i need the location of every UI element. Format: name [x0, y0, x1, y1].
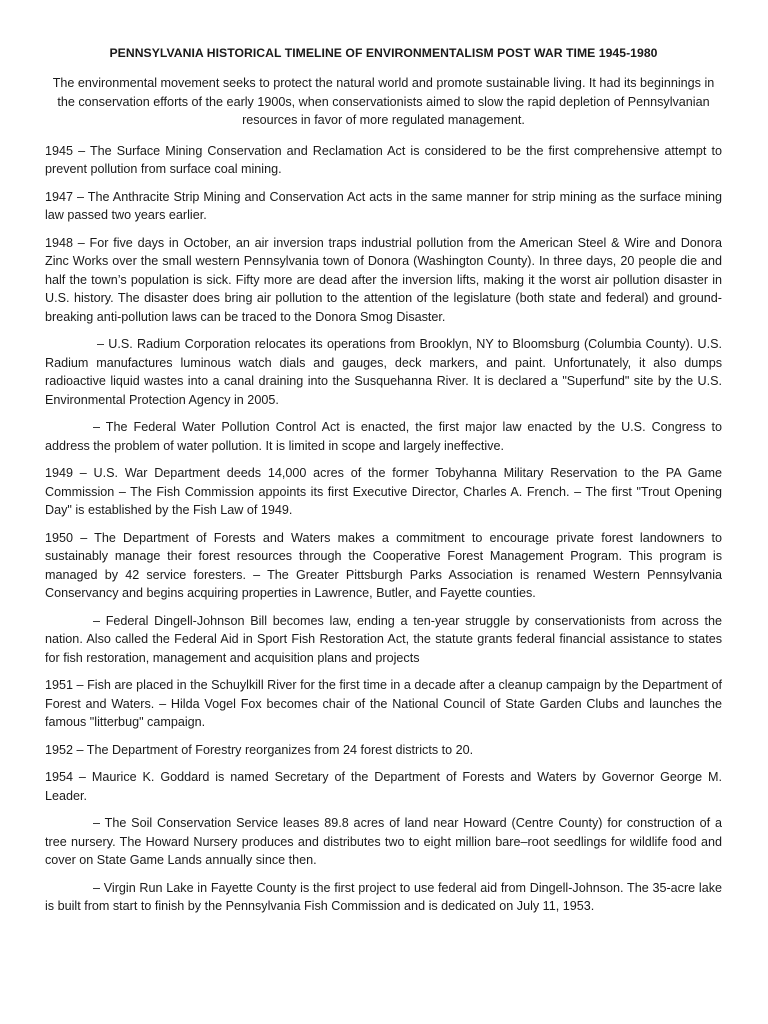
- timeline-entry-1948: 1948 – For five days in October, an air inversion traps industrial pollution from the American Steel & Wire and Donora Zinc Works over the small western Pennsylvania town of Donora (Washington County). In three days, 20 people die and half the town’s population is sick. Fifty more are dead after the inversion lifts, making it the worst air pollution disaster in U.S. history. The disaster does bring air pollution to the attention of the legislature (both state and federal) and ground-breaking anti-pollution laws can be traced to the Donora Smog Disaster.: [45, 235, 722, 324]
- timeline-entry-1948-water-act: – The Federal Water Pollution Control Act is enacted, the first major law enacted by the U.S. Congress to address the problem of water pollution. It is limited in scope and largely ineffective.: [45, 420, 722, 453]
- timeline-entry-1954-howard-nursery: – The Soil Conservation Service leases 89.8 acres of land near Howard (Centre County) for construction of a tree nursery. The Howard Nursery produces and distributes two to eight million bare–root seedlings for wildlife food and cover on State Game Lands annually since then.: [45, 816, 722, 867]
- timeline-entry-1949: 1949 – U.S. War Department deeds 14,000 acres of the former Tobyhanna Military Reservation to the PA Game Commission – The Fish Commission appoints its first Executive Director, Charles A. French. – The first "Trout Opening Day" is established by the Fish Law of 1949.: [45, 466, 722, 517]
- timeline-entry-1950-dingell-johnson: – Federal Dingell-Johnson Bill becomes law, ending a ten-year struggle by conservationists from across the nation. Also called the Federal Aid in Sport Fish Restoration Act, the statute grants federal financial assistance to states for fish restoration, management and acquisition plans and projects: [45, 613, 722, 665]
- intro-paragraph: The environmental movement seeks to protect the natural world and promote sustainable living. It had its beginnings in the conservation efforts of the early 1900s, when conservationists aimed to slow the rapid depletion of Pennsylvanian resources in favor of more regulated management.: [52, 76, 715, 127]
- timeline-entry-1945: 1945 – The Surface Mining Conservation and Reclamation Act is considered to be the first comprehensive attempt to prevent pollution from surface coal mining.: [45, 143, 722, 176]
- timeline-entry-1947: 1947 – The Anthracite Strip Mining and Conservation Act acts in the same manner for strip mining as the surface mining law passed two years earlier.: [45, 189, 722, 222]
- timeline-entry-1954-virgin-run-lake: – Virgin Run Lake in Fayette County is the first project to use federal aid from Dingell-Johnson. The 35-acre lake is built from start to finish by the Pennsylvania Fish Commission and is dedicated on July 11, 1953.: [45, 880, 722, 913]
- timeline-entry-1950: 1950 – The Department of Forests and Waters makes a commitment to encourage private forest landowners to sustainably manage their forest resources through the Cooperative Forest Management Program. This program is managed by 42 service foresters. – The Greater Pittsburgh Parks Association is renamed Western Pennsylvania Conservancy and begins acquiring properties in Lawrence, Butler, and Fayette counties.: [45, 530, 722, 600]
- timeline-entry-1948-radium: – U.S. Radium Corporation relocates its operations from Brooklyn, NY to Bloomsburg (Columbia County). U.S. Radium manufactures luminous watch dials and gauges, deck markers, and paint. Unfortunately, it also dumps radioactive liquid wastes into a canal draining into the Susquehanna River. It is declared a "Superfund" site by the U.S. Environmental Protection Agency in 2005.: [45, 337, 722, 407]
- document-page: [45, 44, 722, 925]
- timeline-entry-1951: 1951 – Fish are placed in the Schuylkill River for the first time in a decade after a cleanup campaign by the Department of Forest and Waters. – Hilda Vogel Fox becomes chair of the National Council of State Garden Clubs and launches the famous "litterbug" campaign.: [45, 678, 722, 729]
- timeline-entry-1954: 1954 – Maurice K. Goddard is named Secretary of the Department of Forests and Waters by Governor George M. Leader.: [45, 770, 722, 803]
- timeline-entry-1952: 1952 – The Department of Forestry reorganizes from 24 forest districts to 20.: [45, 742, 474, 757]
- document-title: PENNSYLVANIA HISTORICAL TIMELINE OF ENVIRONMENTALISM POST WAR TIME 1945-1980: [109, 46, 658, 60]
